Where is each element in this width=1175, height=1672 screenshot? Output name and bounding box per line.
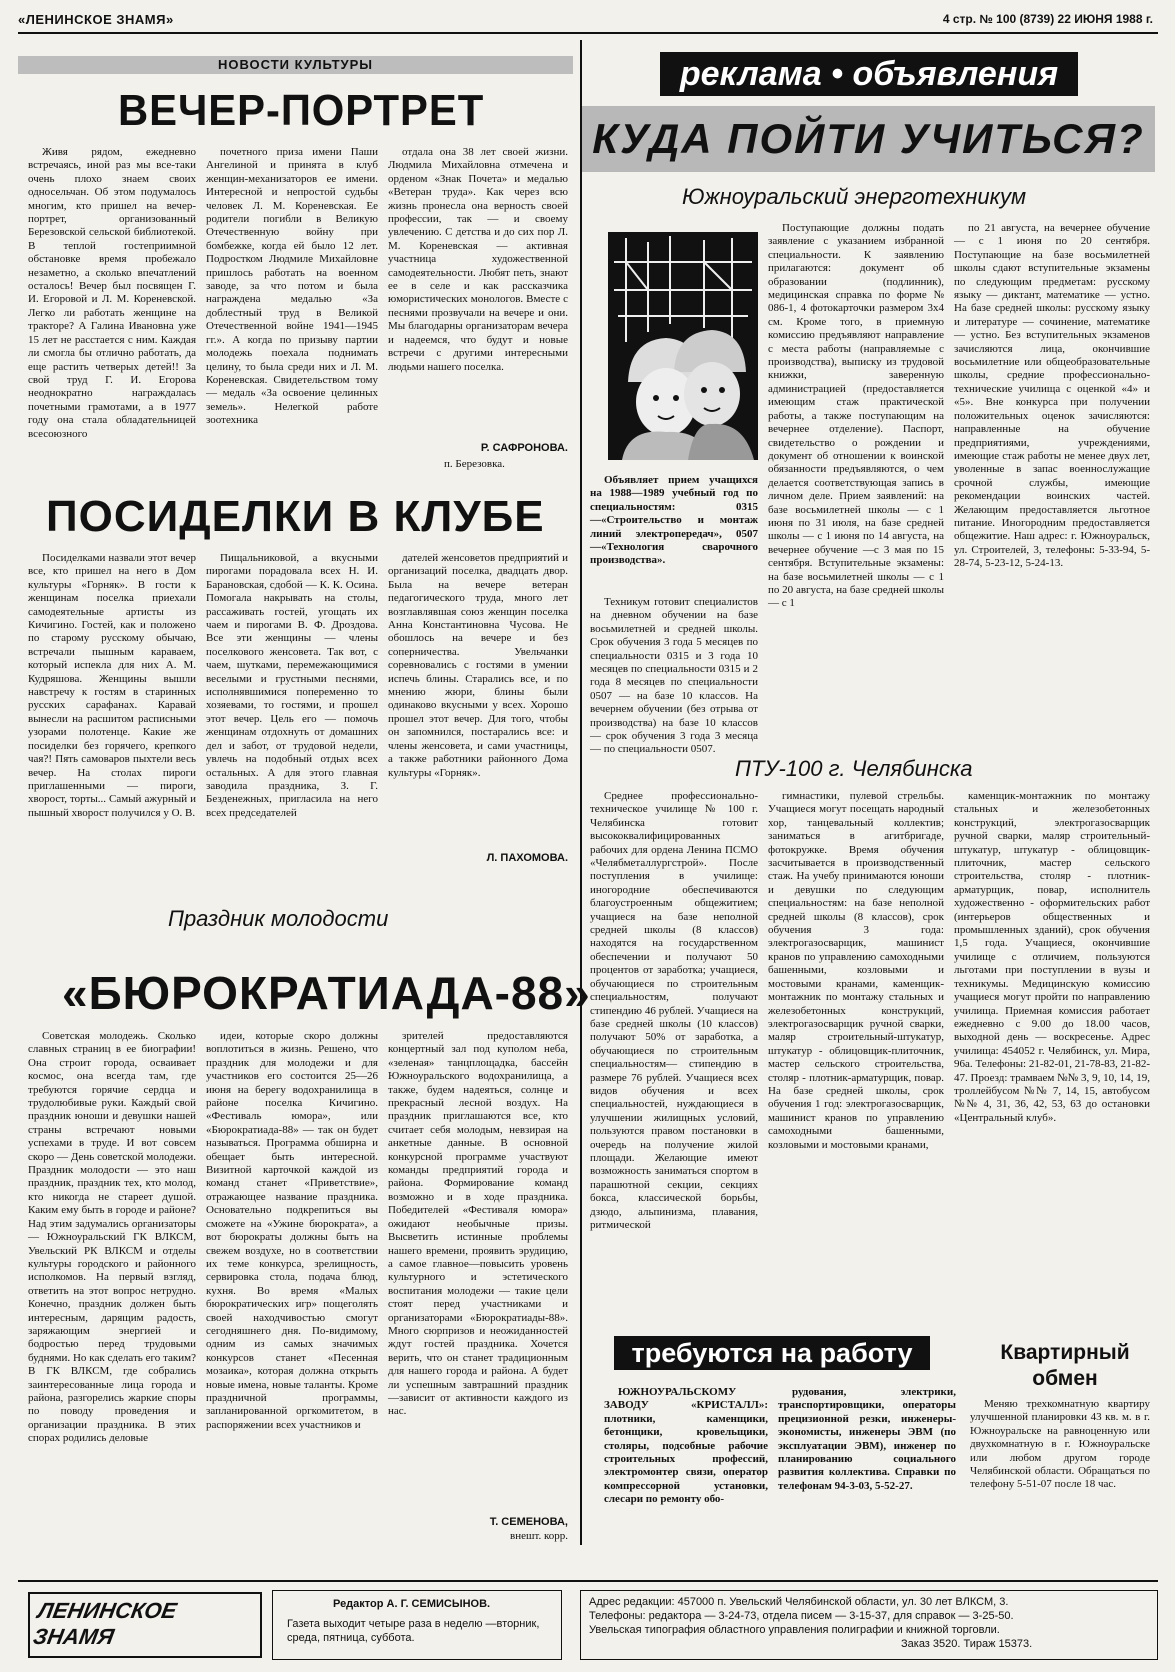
- ptu-col-b: гимнастики, пулевой стрельбы. Учащиеся могут посещать народный хор, танцевальный коллектив; заниматься в агитбригаде, фотокружке. Время обучения засчитывается в производственный стаж. На учебу принимаются юноши и девушки по следующим специальностям: на базе неполной средней школы (8 классов), срок обучения 3 года: электрогазосварщик, машинист кранов по управлению самоходными башенными, козловыми и мостовыми кранами, каменщик-монтажник по монтажу стальных и железобетонных конструкций, электрогазосварщик ручной сварки, маляр строительный-штукатур, штукатур - облицовщик-плиточник, мастер сельского строительства, столяр - плотник-арматурщик, повар. На базе средней школы, срок обучения 1 год: электрогазосварщик, машинист кранов по управлению самоходными башенными, козловыми и мостовыми кранами,: [768, 790, 944, 1151]
- publication-schedule: Газета выходит четыре раза в неделю —вторник, среда, пятница, суббота.: [287, 1618, 540, 1644]
- tech-col-a: Техникум готовит специалистов на дневном обучении на базе восьмилетней и средней школы. Срок обучения 3 года 5 месяцев по специальности 0315 и 3 года 10 месяцев по специальности 0315 и 2 года 8 месяцев по специальности 0507 — на базе 10 классов. На вечернем обучении (без отрыва от производства) на базе 10 классов — срок обучения 3 года 3 месяца — по специальности 0507.: [590, 596, 758, 756]
- editorial-address: Адрес редакции: 457000 п. Увельский Челябинской области, ул. 30 лет ВЛКСМ, 3.: [589, 1596, 1009, 1608]
- paper-name: «ЛЕНИНСКОЕ ЗНАМЯ»: [18, 12, 174, 27]
- article-title-vecher: ВЕЧЕР-ПОРТРЕТ: [118, 86, 485, 135]
- article-byuro-col2: идеи, которые скоро должны воплотиться в жизнь. Решено, что праздник для молодежи и для участников его состоится 25—26 июня на берегу водохранилища в районе поселка Кичигино. «Фестиваль юмора», или «Бюрократиада-88» — так он будет называться. Программа обширна и обещает быть интересной. Визитной карточкой каждой из команд станет «Приветствие», отражающее название праздника. Основательно подкрепиться вы сможете на «Ужине бюрократа», а вот бюрократы должны быть на свежем воздухе, но в соответствии их теме конкурса, зрелищность, сервировка стола, подача блюд, кухня. Во время «Малых бюрократических игр» пощеголять своей находчивостью смогут сегодняшнего дня. По-видимому, одним из самых значимых конкурсов станет «Песенная мозаика», которая должна открыть новые имена, новые таланты. Кроме праздничной программы, запланированной оргкомитетом, в распоряжении всех участников и: [206, 1030, 378, 1431]
- ptu-title: ПТУ-100 г. Челябинска: [735, 756, 973, 781]
- tech-col-c: по 21 августа, на вечернее обучение — с 1 июня по 20 сентября. Поступающие на базе восьмилетней школы сдают вступительные экзамены по следующим предметам: русскому языку — диктант, математике — устно. На базе средней школы: русскому языку и литературе — сочинение, математике — устно. Без вступительных экзаменов зачисляются лица, окончившие восьмилетние или общеобразовательные школы, средние профессионально-технические училища с оценкой «4» и «5». Вне конкурса при получении положительных оценок зачисляются: направленные на обучение предприятиями, учреждениями, имеющие стаж работы не менее двух лет, уволенные в запас военнослужащие срочной службы, имеющие рекомендации воинских частей. Желающим предоставляется льготное питание. Иногородним предоставляется общежитие. Наш адрес: г. Южноуральск, ул. Строителей, 3, телефоны: 5-33-94, 5-28-74, 5-23-12, 5-24-13.: [954, 222, 1150, 570]
- article-posidelki-col2: Пищальниковой, а вкусными пирогами порадовала всех Н. И. Барановская, сдобой — К. К. Осина. Помогала накрывать на столы, рассаживать гостей, угощать их чаем и пирогами В. Ф. Дроздова. Все эти женщины — члены поселкового женсовета. Так вот, с чаем, шутками, перемежающимися веселыми и грустными песнями, исполнявшимися попеременно то хозяевами, то гостями, и прошел этот вечер. Цель его — помочь женщинам отдохнуть от домашних дел и забот, от трудовой недели, увлечь на подобный отдых всех остальных. А для этого главная заводила праздника, З. Г. Безденежных, пригласила на него всех председателей: [206, 552, 378, 819]
- culture-rubric: НОВОСТИ КУЛЬТУРЫ: [18, 56, 573, 74]
- jobs-banner: требуются на работу: [614, 1336, 930, 1370]
- article-title-posidelki: ПОСИДЕЛКИ В КЛУБЕ: [46, 492, 545, 541]
- article-posidelki-col1: Посиделками назвали этот вечер все, кто пришел на него в Дом культуры «Горняк». В гости к женщинам поселка приехали самодеятельные артисты из Кичигино. Гостей, как и положено по старому русскому обычаю, встречали пышным караваем, который испекла для них А. М. Кудряшова. Женщины вышли навстречу к гостям в старинных русских сарафанах. Каравай вынесли на расшитом расписными узорами полотенце. Какие же посиделки без горячего, крепкого чая?! Пять самоваров пыхтели весь вечер. На столах пироги приглашенными — пироги, хворост, торты... Самый ажурный и пышный хворост получился у О. В.: [28, 552, 196, 819]
- issue-line: 4 стр. № 100 (8739) 22 ИЮНЯ 1988 г.: [942, 12, 1153, 26]
- article-vecher-col1: Живя рядом, ежедневно встречаясь, иной раз мы все-таки очень плохо знаем своих односельчан. Об этом подумалось многим, кто пришел на вечер-портрет, организованный Березовской сельской библиотекой. В теплой гостеприимной обстановке время пробежало незаметно, а сколько впечатлений осталось! Вечер был посвящен Г. И. Егоровой и Л. М. Кореневской. Легко ли работать женщине на тракторе? А Галина Ивановна уже 15 лет не расстается с ним. Каждая ли смогла бы отлично работать, да еще растить четверых детей!! За свой труд Г. И. Егорова неоднократно награждалась почетными грамотами, а в 1977 году она стала обладательницей всесоюзного: [28, 146, 196, 440]
- paper-logo: ЛЕНИНСКОЕ ЗНАМЯ: [28, 1592, 262, 1658]
- article-byuro-col3: зрителей предоставляются концертный зал под куполом неба, «зеленая» танцплощадка, бассейн Южноуральского водохранилища, а также, будем надеяться, солнце и прекрасный лесной воздух. На праздник приглашаются все, кто считает себя молодым, невзирая на анкетные данные. В основной конкурсной программе участвуют команды предприятий города и района. Формирование команд возможно и в ходе праздника. Победителей «Фестиваля юмора» ожидают необычные призы. Высветить истинные проблемы нашего времени, проявить эрудицию, а самое главное—повысить уровень культурного и эстетического воспитания молодежи — такие цели стоят перед участниками и организаторами «Бюрократиады-88». Много сюрпризов и неожиданностей ждут гостей праздника. Хочется верить, что он станет традиционным для нашего города и района. А будет ли успешным завтрашний праздник —зависит от активности каждого из нас.: [388, 1030, 568, 1418]
- tech-title: Южноуральский энерготехникум: [682, 184, 1027, 209]
- jobs-col-b: рудования, электрики, транспортировщики, операторы прецизионной резки, инженеры-экономисты, инженеры ЭВМ (по эксплуатации ЭВМ), инженер по планированию социального развития коллектива. Справки по телефонам 94-3-03, 5-52-27.: [778, 1386, 956, 1492]
- article-title-byurokratiada: «БЮРОКРАТИАДА-88»: [62, 967, 591, 1019]
- address-box: [580, 1590, 1158, 1660]
- author-semenova-role: внешт. корр.: [510, 1530, 568, 1542]
- kicker-prazdnik: Праздник молодости: [168, 906, 389, 931]
- editorial-phones: Телефоны: редактора — 3-24-73, отдела писем — 3-15-37, для справок — 3-25-50.: [589, 1610, 1014, 1622]
- workers-illustration: [608, 232, 758, 460]
- study-banner: КУДА ПОЙТИ УЧИТЬСЯ?: [582, 106, 1155, 172]
- printer-info: Увельская типография областного управления полиграфии и книжной торговли.: [589, 1624, 1000, 1636]
- ptu-col-a: Среднее профессионально-техническое училище № 100 г. Челябинска готовит высококвалифицированных рабочих для ордена Ленина ПСМО «Челябметаллургстрой». После поступления в училище: иногородние обеспечиваются благоустроенным общежитием; учащиеся на базе неполной средней школы (8 классов) находятся на государственном обеспечении и получают 50 процентов от заработка; учащиеся, обучающиеся по строительным специальностям, получают стипендию 46 рублей. Учащиеся на базе средней школы (10 классов) получают 50% от заработка, а обучающиеся по строительным специальностям— стипендию в размере 76 рублей. Учащиеся всех видов обучения и всех специальностей, нуждающиеся в улучшении жилищных условий, пользуются правом постановки в очередь на получение жилой площади. Желающие имеют возможность заниматься спортом в парашютной секции, секциях бокса, классической борьбы, дзюдо, альпинизма, плавания, ритмической: [590, 790, 758, 1231]
- place-berezovka: п. Березовка.: [444, 458, 505, 470]
- author-semenova: Т. СЕМЕНОВА,: [489, 1516, 568, 1528]
- article-byuro-col1: Советская молодежь. Сколько славных страниц в ее биографии! Она строит города, осваивает космос, она всегда там, где требуются горячие сердца и трудолюбивые руки. Каждый свой праздник юноши и девушки нашей страны встречают новыми успехами в труде. И вот совсем скоро — День советской молодежи. Праздник молодости — это наш праздник, праздник тех, кто молод, кто никогда не стареет душой. Каким ему быть в городе и районе? Над этим задумались организаторы — Южноуральский ГК ВЛКСМ, Увельский РК ВЛКСМ и отделы культуры городского и районного исполкомов. На первый взгляд, ответить на этот вопрос нетрудно. Конечно, праздник должен быть интересным, дарящим радость, заряжающим энергией и бодростью перед трудовыми буднями. Но как сделать его таким? В ГК ВЛКСМ, где собрались заинтересованные лица города и района, разгорелись жаркие споры по поводу проведения и организации праздника. В этих спорах родились деловые: [28, 1030, 196, 1445]
- footer-rule: [18, 1580, 1158, 1582]
- editor-box: [272, 1590, 562, 1660]
- column-divider: [580, 40, 582, 1545]
- article-vecher-col3: отдала она 38 лет своей жизни. Людмила Михайловна отмечена и орденом «Знак Почета» и медалью «Ветеран труда». Как через всю жизнь пронесла она верность своей профессии, так — и своему увлечению. С детства и до сих пор Л. М. Кореневская — активная участница художественной самодеятельности. Любят петь, знают ее в селе и как рассказчика юмористических монологов. Вместе с песнями прозвучали на вечере и они. Мы благодарны организаторам вечера и надеемся, что будут и новые встречи с другими интересными людьми нашего поселка.: [388, 146, 568, 373]
- editor-name: Редактор А. Г. СЕМИСЫНОВ.: [333, 1598, 491, 1610]
- author-pakhomova: Л. ПАХОМОВА.: [486, 852, 568, 864]
- order-info: Заказ 3520. Тираж 15373.: [901, 1638, 1033, 1650]
- tech-col-b: Поступающие должны подать заявление с указанием избранной специальности. К заявлению прилагаются: документ об образовании (подлинник), медицинская справка по форме № 086-1, 4 фотокарточки размером 3х4 см. Кроме того, в приемную комиссию предъявляют направление с места работы (направляемые с производства), выписку из трудовой книжки, заверенную администрацией (предоставляется имеющим стаж практической работы, а также поступающим на вечернее отделение). Паспорт, свидетельство о рождении и документ об отношении к воинской обязанности предъявляются, о чем делается соответствующая запись в личном деле. Прием заявлений: на базе восьмилетней школы — с 1 июня по 31 июля, на базе средней школы — с 1 июня по 14 августа, на вечернее обучение —с 3 мая по 15 сентября. Вступительные экзамены: на базе восьмилетней школы — с 1 по 20 августа, на базе средней школы — с 1: [768, 222, 944, 610]
- tech-intro: Объявляет прием учащихся на 1988—1989 учебный год по специальностям: 0315—«Строительство и монтаж линий электропередач», 0507—«Технология сварочного производства».: [590, 474, 758, 567]
- exchange-title: Квартирный обмен: [1000, 1341, 1130, 1390]
- exchange-text: Меняю трехкомнатную квартиру улучшенной планировки 43 кв. м. в г. Южноуральске на равноценную или двухкомнатную в г. Южноуральске или любом другом городе Челябинской области. Обращаться по телефону 5-51-07 после 18 час.: [970, 1398, 1150, 1491]
- jobs-col-a: ЮЖНОУРАЛЬСКОМУ ЗАВОДУ «КРИСТАЛЛ»: плотники, каменщики, бетонщики, кровельщики, столяры, подсобные рабочие строительных профессий, электромонтер связи, оператор компрессорной установки, слесари по ремонту обо-: [604, 1386, 768, 1506]
- author-safronova: Р. САФРОНОВА.: [480, 442, 568, 454]
- ads-banner: реклама • объявления: [660, 52, 1078, 96]
- ptu-col-c: каменщик-монтажник по монтажу стальных и железобетонных конструкций, электрогазосварщик ручной сварки, маляр строительный-штукатур, штукатур - облицовщик-плиточник, мастер сельского строительства, столяр - плотник-арматурщик, повар, исполнитель художественно - оформительских работ (интерьеров общественных и промышленных зданий), срок обучения 1,5 года. Учащиеся, окончившие училище с отличием, пользуются льготами при поступлении в вузы и техникумы. Медицинскую комиссию учащиеся могут пройти по направлению училища. Приемная комиссия работает ежедневно с 9.00 до 18.00 часов, выходной день — воскресенье. Адрес училища: 454052 г. Челябинск, ул. Мира, 96а. Телефоны: 21-82-01, 21-78-83, 21-82-47. Проезд: трамваем №№ 3, 9, 10, 14, 19, троллейбусом №№ 7, 14, 15, автобусом №№ 4, 31, 36, 42, 53, 63 до остановки «Центральный клуб».: [954, 790, 1150, 1124]
- article-posidelki-col3: дателей женсоветов предприятий и организаций поселка, двадцать двор. Была на вечере ветеран педагогического труда, много лет возглавлявшая союз женщин поселка Анна Константиновна Чусова. Не обошлось на вечере и без соперничества. Увельчанки соревновались с гостями в умении испечь блины. Старались все, и по мнению жюри, блины были одинаково вкусными у всех. Хорошо прошел этот вечер. Для того, чтобы он запомнился, постарались все: и члены женсовета, и сами участницы, а также работники районного Дома культуры «Горняк».: [388, 552, 568, 779]
- article-vecher-col2: почетного приза имени Паши Ангелиной и принята в клуб женщин-механизаторов ее имени. Интересной и непростой судьбы человек Л. М. Кореневская. Ее родители погибли в Великую Отечественную войну при бомбежке, когда ей было 12 лет. Подростком Людмиле Михайловне пришлось работать на военном заводе, за что потом и была награждена медалью «За доблестный труд в Великой Отечественной войне 1941—1945 гг.». А когда по призыву партии молодежь поехала поднимать целину, то была среди них и Л. М. Кореневская. Свидетельством тому — медаль «За освоение целинных земель». Нелегкой работе зоотехника: [206, 146, 378, 427]
- header-rule: [18, 32, 1158, 34]
